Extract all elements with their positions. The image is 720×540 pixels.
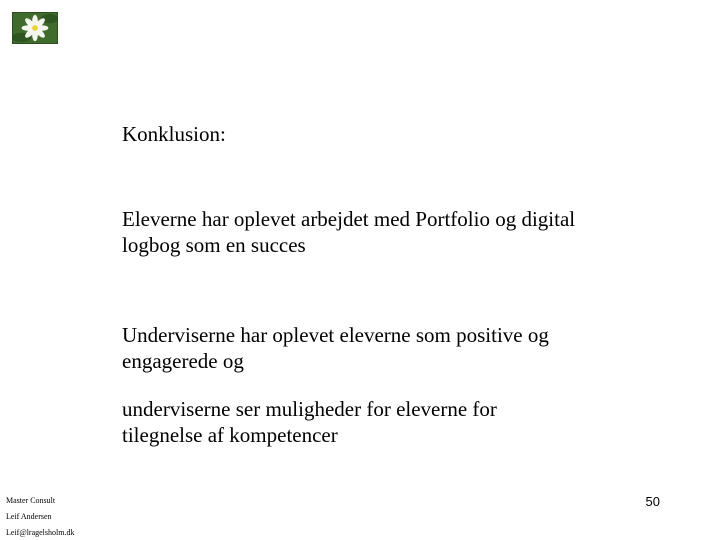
paragraph-competencies [122,396,662,448]
footer-company: Master Consult [6,496,56,505]
slide-heading: Konklusion: [122,122,226,146]
logo [12,12,58,44]
page-number: 50 [645,494,660,509]
paragraph-line: tilegnelse af kompetencer [122,423,338,447]
paragraph-portfolio-success [122,206,662,258]
water-lily-icon [13,13,57,43]
footer-email: Leif@lragelsholm.dk [6,528,75,537]
paragraph-line: Underviserne har oplevet eleverne som positive og [122,323,549,347]
paragraph-line: engagerede og [122,349,244,373]
paragraph-line: logbog som en succes [122,233,306,257]
paragraph-engaged-students [122,322,662,374]
paragraph-line: Eleverne har oplevet arbejdet med Portfolio og digital [122,207,576,231]
paragraph-line: underviserne ser muligheder for eleverne for [122,397,497,421]
footer-author: Leif Andersen [6,512,52,521]
